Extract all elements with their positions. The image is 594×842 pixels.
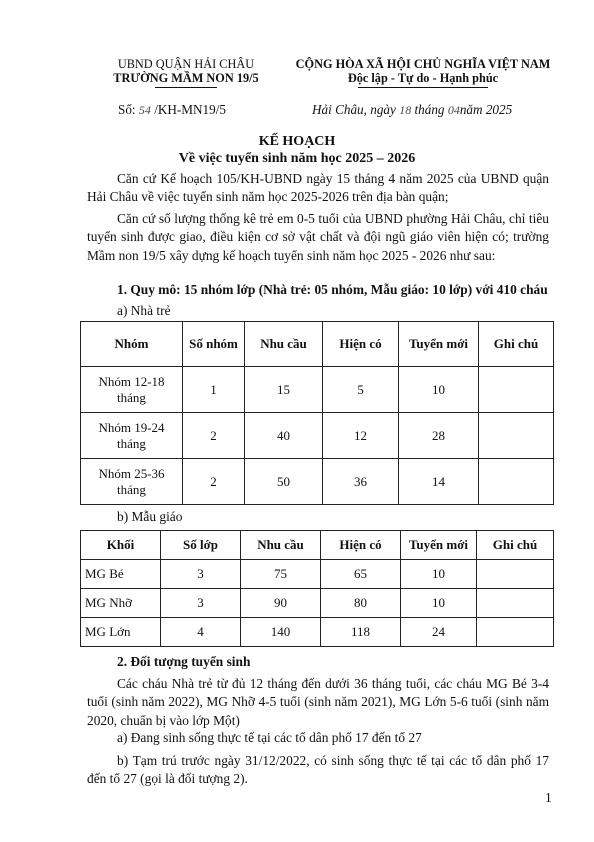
col-header: Khối <box>81 531 161 560</box>
table-cell <box>477 560 554 589</box>
section-1-heading: 1. Quy mô: 15 nhóm lớp (Nhà trẻ: 05 nhóm, Mẫu giáo: 10 lớp) với 410 cháu <box>117 282 548 297</box>
issuer-school: TRƯỜNG MẦM NON 19/5 <box>113 71 259 85</box>
table-header-row <box>81 531 554 560</box>
issuer-underline <box>155 87 217 88</box>
col-header: Hiện có <box>321 531 401 560</box>
table-cell <box>477 589 554 618</box>
table-cell: 5 <box>323 367 399 413</box>
paragraph-basis-2: Căn cứ số lượng thống kê trẻ em 0-5 tuổi của UBND phường Hải Châu, chỉ tiêu tuyển sinh được giao, điều kiện cơ sở vật chất và đội ngũ giáo viên hiện có; trường Mầm non 19/5 xây dựng kế hoạch tuyển sinh năm học 2025 - 2026 như sau: <box>87 211 549 263</box>
table-row <box>81 413 554 459</box>
month-label: tháng <box>414 102 445 117</box>
table-cell: 28 <box>399 413 479 459</box>
issuer-authority: UBND QUẬN HẢI CHÂU <box>117 57 255 71</box>
col-header: Nhóm <box>81 322 183 367</box>
table-cell: 90 <box>241 589 321 618</box>
table-cell: 1 <box>183 367 245 413</box>
paragraph-basis-1: Căn cứ Kế hoạch 105/KH-UBND ngày 15 tháng 4 năm 2025 của UBND quận Hải Châu về việc tuyển sinh năm học 2025-2026 trên địa bàn quận; <box>87 171 549 205</box>
table-cell: 14 <box>399 459 479 505</box>
table-cell: 140 <box>241 618 321 647</box>
table-cell: 10 <box>401 589 477 618</box>
table-cell: Nhóm 12-18 tháng <box>81 367 183 413</box>
subheading-nha-tre: a) Nhà trẻ <box>117 303 171 318</box>
place-date-label: Hải Châu, ngày <box>312 102 396 117</box>
table-cell <box>477 618 554 647</box>
section-2-heading: 2. Đối tượng tuyển sinh <box>117 654 251 669</box>
table-cell: 50 <box>245 459 323 505</box>
table-cell: 15 <box>245 367 323 413</box>
document-title <box>0 133 594 167</box>
paragraph-target-b: b) Tạm trú trước ngày 31/12/2022, có sinh sống thực tế tại các tổ dân phố 17 đến tổ 27 (gọi là đối tượng 2). <box>87 753 549 787</box>
table-cell: Nhóm 25-36 tháng <box>81 459 183 505</box>
table-row <box>81 589 554 618</box>
national-name: CỘNG HÒA XÃ HỘI CHỦ NGHĨA VIỆT NAM <box>295 57 551 71</box>
title-sub: Về việc tuyển sinh năm học 2025 – 2026 <box>178 151 416 166</box>
col-header: Nhu cầu <box>245 322 323 367</box>
so-label: Số: <box>118 102 136 117</box>
col-header: Tuyển mới <box>399 322 479 367</box>
day-handwritten: 18 <box>399 103 412 117</box>
page-number: 1 <box>545 790 552 805</box>
table-cell: 3 <box>161 589 241 618</box>
year-text: năm 2025 <box>459 102 513 117</box>
table-row <box>81 618 554 647</box>
col-header: Hiện có <box>323 322 399 367</box>
col-header: Ghi chú <box>479 322 554 367</box>
table-cell: 3 <box>161 560 241 589</box>
motto-underline <box>358 87 488 88</box>
table-cell: MG Lớn <box>81 618 161 647</box>
col-header: Số nhóm <box>183 322 245 367</box>
table-cell: 10 <box>399 367 479 413</box>
table-cell: 12 <box>323 413 399 459</box>
subheading-mau-giao: b) Mẫu giáo <box>117 509 183 524</box>
document-number <box>118 102 226 118</box>
table-cell: 24 <box>401 618 477 647</box>
table-cell: 118 <box>321 618 401 647</box>
table-mau-giao <box>80 530 554 647</box>
table-cell: 36 <box>323 459 399 505</box>
col-header: Ghi chú <box>477 531 554 560</box>
table-cell: 75 <box>241 560 321 589</box>
title-main: KẾ HOẠCH <box>258 134 336 149</box>
col-header: Nhu cầu <box>241 531 321 560</box>
paragraph-target-a: a) Đang sinh sống thực tế tại các tổ dân phố 17 đến tổ 27 <box>117 730 422 745</box>
table-row <box>81 459 554 505</box>
table-cell: 65 <box>321 560 401 589</box>
table-row <box>81 560 554 589</box>
col-header: Số lớp <box>161 531 241 560</box>
month-handwritten: 04 <box>447 103 460 117</box>
paragraph-target-ages: Các cháu Nhà trẻ từ đủ 12 tháng đến dưới 36 tháng tuổi, các cháu MG Bé 3-4 tuổi (sinh năm 2022), MG Nhỡ 4-5 tuổi (sinh năm 2021), MG Lớn 5-6 tuổi (sinh năm 2020, chuẩn bị vào lớp Một) <box>87 676 549 728</box>
table-cell <box>479 459 554 505</box>
table-cell <box>479 367 554 413</box>
so-number-handwritten: 54 <box>138 103 151 117</box>
table-cell: 2 <box>183 413 245 459</box>
table-cell: Nhóm 19-24 tháng <box>81 413 183 459</box>
table-cell: 10 <box>401 560 477 589</box>
issuer-block <box>96 57 276 85</box>
national-motto-block <box>290 57 556 85</box>
table-cell <box>479 413 554 459</box>
table-cell: MG Nhỡ <box>81 589 161 618</box>
table-cell: 4 <box>161 618 241 647</box>
table-header-row <box>81 322 554 367</box>
table-cell: MG Bé <box>81 560 161 589</box>
table-cell: 2 <box>183 459 245 505</box>
table-row <box>81 367 554 413</box>
col-header: Tuyển mới <box>401 531 477 560</box>
table-cell: 80 <box>321 589 401 618</box>
so-suffix: /KH-MN19/5 <box>154 102 226 117</box>
table-nha-tre <box>80 321 554 505</box>
table-cell: 40 <box>245 413 323 459</box>
place-date <box>312 102 512 118</box>
national-motto: Độc lập - Tự do - Hạnh phúc <box>347 71 499 85</box>
